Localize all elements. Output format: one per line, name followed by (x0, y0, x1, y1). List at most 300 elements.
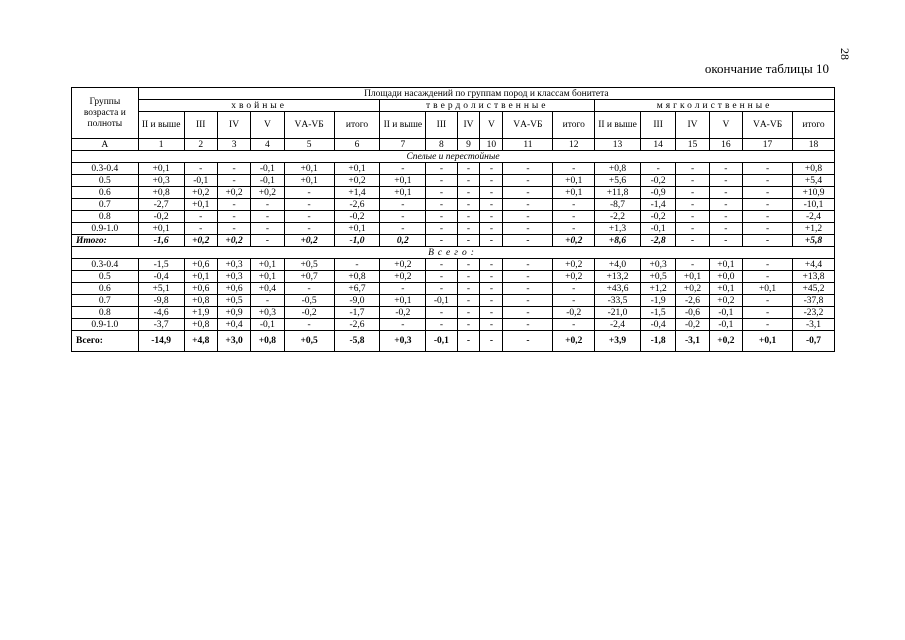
value-cell: -0,1 (426, 331, 457, 352)
row-label: 0.8 (72, 211, 139, 223)
value-cell: +0,8 (138, 187, 184, 199)
value-cell: - (480, 259, 503, 271)
value-cell: +3,0 (217, 331, 250, 352)
value-cell: +0,1 (184, 271, 217, 283)
value-cell: +5,4 (793, 175, 835, 187)
value-cell: - (217, 199, 250, 211)
column-index: А (72, 139, 139, 151)
subcolumn-header: V (480, 112, 503, 139)
value-cell: +0,8 (334, 271, 380, 283)
value-cell: -0,1 (184, 175, 217, 187)
value-cell: - (503, 199, 553, 211)
value-cell: - (743, 307, 793, 319)
column-index: 14 (640, 139, 675, 151)
value-cell: -0,2 (138, 211, 184, 223)
value-cell: -0,1 (251, 319, 284, 331)
subcolumn-header: VА-VБ (284, 112, 334, 139)
value-cell: +0,2 (709, 295, 742, 307)
value-cell: - (217, 175, 250, 187)
value-cell: -0,2 (380, 307, 426, 319)
row-label: 0.7 (72, 199, 139, 211)
value-cell: - (480, 223, 503, 235)
value-cell: -0,9 (640, 187, 675, 199)
table-row (72, 307, 835, 319)
value-cell: - (709, 235, 742, 247)
value-cell: +0,1 (251, 259, 284, 271)
value-cell: -33,5 (595, 295, 641, 307)
subcolumn-header: V (709, 112, 742, 139)
value-cell: - (426, 163, 457, 175)
value-cell: - (640, 163, 675, 175)
value-cell: 0,2 (380, 235, 426, 247)
column-index: 3 (217, 139, 250, 151)
value-cell: +0,6 (184, 259, 217, 271)
section-ripe-overmature-label: Спелые и перестойные (72, 151, 835, 163)
value-cell: -10,1 (793, 199, 835, 211)
column-index: 13 (595, 139, 641, 151)
value-cell: +0,4 (217, 319, 250, 331)
value-cell: +0,3 (217, 271, 250, 283)
subcolumn-header: III (426, 112, 457, 139)
value-cell: -1,4 (640, 199, 675, 211)
table-row (72, 199, 835, 211)
value-cell: +0,2 (217, 235, 250, 247)
value-cell: - (709, 199, 742, 211)
value-cell: +0,2 (184, 187, 217, 199)
row-label: 0.5 (72, 271, 139, 283)
value-cell: +0,2 (334, 175, 380, 187)
value-cell: +13,2 (595, 271, 641, 283)
value-cell: +0,9 (217, 307, 250, 319)
value-cell: -0,5 (284, 295, 334, 307)
value-cell: -2,2 (595, 211, 641, 223)
column-index: 12 (553, 139, 595, 151)
value-cell: -14,9 (138, 331, 184, 352)
value-cell: - (251, 235, 284, 247)
value-cell: +0,2 (380, 271, 426, 283)
value-cell: - (457, 223, 480, 235)
column-index: 5 (284, 139, 334, 151)
value-cell: - (676, 175, 709, 187)
value-cell: - (503, 319, 553, 331)
value-cell: - (676, 235, 709, 247)
value-cell: - (676, 199, 709, 211)
value-cell: +0,5 (284, 331, 334, 352)
table-row (72, 331, 835, 352)
value-cell: - (743, 271, 793, 283)
value-cell: +0,3 (217, 259, 250, 271)
column-index: 8 (426, 139, 457, 151)
value-cell: - (334, 259, 380, 271)
value-cell: - (380, 199, 426, 211)
value-cell: - (743, 223, 793, 235)
value-cell: +0,2 (553, 259, 595, 271)
column-index: 1 (138, 139, 184, 151)
value-cell: - (743, 199, 793, 211)
subcolumn-header: итого (793, 112, 835, 139)
value-cell: - (380, 211, 426, 223)
column-index: 17 (743, 139, 793, 151)
value-cell: -3,1 (793, 319, 835, 331)
group-header-coniferous: хвойные (138, 100, 380, 112)
value-cell: +4,8 (184, 331, 217, 352)
value-cell: - (676, 223, 709, 235)
value-cell: +4,0 (595, 259, 641, 271)
page-number: 28 (838, 48, 852, 60)
value-cell: +1,2 (640, 283, 675, 295)
value-cell: -0,2 (676, 319, 709, 331)
value-cell: +0,8 (184, 319, 217, 331)
value-cell: -2,6 (676, 295, 709, 307)
value-cell: - (184, 211, 217, 223)
table-row (72, 259, 835, 271)
value-cell: +0,1 (553, 187, 595, 199)
value-cell: +0,6 (217, 283, 250, 295)
value-cell: +0,5 (284, 259, 334, 271)
subcolumn-header: V (251, 112, 284, 139)
value-cell: - (503, 187, 553, 199)
value-cell: - (503, 223, 553, 235)
value-cell: -3,7 (138, 319, 184, 331)
value-cell: - (457, 187, 480, 199)
section-total-label: Всего: (72, 247, 835, 259)
value-cell: +0,1 (334, 223, 380, 235)
value-cell: - (251, 211, 284, 223)
column-index: 2 (184, 139, 217, 151)
value-cell: +1,3 (595, 223, 641, 235)
value-cell: -2,6 (334, 319, 380, 331)
value-cell: +0,8 (793, 163, 835, 175)
value-cell: +0,5 (640, 271, 675, 283)
value-cell: - (284, 211, 334, 223)
column-index: 9 (457, 139, 480, 151)
value-cell: - (217, 211, 250, 223)
value-cell: -1,0 (334, 235, 380, 247)
value-cell: -2,8 (640, 235, 675, 247)
value-cell: +0,1 (709, 283, 742, 295)
value-cell: - (426, 259, 457, 271)
row-header: Группы возраста и полноты (72, 88, 139, 139)
subcolumn-header: VА-VБ (743, 112, 793, 139)
column-index: 7 (380, 139, 426, 151)
value-cell: -2,7 (138, 199, 184, 211)
value-cell: +0,1 (380, 295, 426, 307)
value-cell: - (676, 163, 709, 175)
value-cell: +0,3 (251, 307, 284, 319)
value-cell: - (743, 175, 793, 187)
value-cell: - (480, 163, 503, 175)
value-cell: -0,2 (640, 211, 675, 223)
value-cell: +0,1 (284, 175, 334, 187)
value-cell: +0,2 (676, 283, 709, 295)
column-index: 16 (709, 139, 742, 151)
value-cell: +13,8 (793, 271, 835, 283)
value-cell: - (480, 283, 503, 295)
table-row (72, 211, 835, 223)
value-cell: - (217, 223, 250, 235)
value-cell: - (503, 283, 553, 295)
value-cell: - (284, 319, 334, 331)
value-cell: +0,2 (553, 331, 595, 352)
value-cell: +0,1 (709, 259, 742, 271)
value-cell: - (553, 283, 595, 295)
section-ripe-overmature (72, 151, 835, 163)
subcolumn-header: IV (676, 112, 709, 139)
value-cell: -1,6 (138, 235, 184, 247)
value-cell: -37,8 (793, 295, 835, 307)
row-label: 0.3-0.4 (72, 259, 139, 271)
value-cell: -1,5 (138, 259, 184, 271)
value-cell: - (709, 187, 742, 199)
value-cell: - (457, 295, 480, 307)
column-index: 18 (793, 139, 835, 151)
row-label: Всего: (72, 331, 139, 352)
row-label: 0.9-1.0 (72, 319, 139, 331)
value-cell: - (284, 223, 334, 235)
value-cell: -5,8 (334, 331, 380, 352)
value-cell: - (743, 163, 793, 175)
value-cell: -23,2 (793, 307, 835, 319)
value-cell: +0,5 (217, 295, 250, 307)
value-cell: +0,8 (251, 331, 284, 352)
value-cell: - (709, 223, 742, 235)
table-row (72, 175, 835, 187)
value-cell: - (503, 259, 553, 271)
table-row (72, 319, 835, 331)
value-cell: +1,4 (334, 187, 380, 199)
value-cell: -0,4 (138, 271, 184, 283)
value-cell: +0,2 (709, 331, 742, 352)
value-cell: +0,0 (709, 271, 742, 283)
value-cell: +0,7 (284, 271, 334, 283)
value-cell: -1,7 (334, 307, 380, 319)
value-cell: +0,3 (380, 331, 426, 352)
value-cell: - (457, 259, 480, 271)
value-cell: -0,1 (709, 307, 742, 319)
row-label: 0.5 (72, 175, 139, 187)
value-cell: +10,9 (793, 187, 835, 199)
value-cell: +0,1 (184, 199, 217, 211)
value-cell: +0,2 (553, 235, 595, 247)
value-cell: - (480, 211, 503, 223)
value-cell: +6,7 (334, 283, 380, 295)
subcolumn-header: итого (334, 112, 380, 139)
value-cell: - (709, 163, 742, 175)
value-cell: - (743, 235, 793, 247)
table-row (72, 187, 835, 199)
value-cell: +0,8 (595, 163, 641, 175)
value-cell: - (457, 331, 480, 352)
group-header-hardwood: твердолиственные (380, 100, 595, 112)
value-cell: -9,0 (334, 295, 380, 307)
value-cell: +0,1 (284, 163, 334, 175)
value-cell: -9,8 (138, 295, 184, 307)
value-cell: - (480, 271, 503, 283)
value-cell: -0,7 (793, 331, 835, 352)
value-cell: -2,4 (793, 211, 835, 223)
value-cell: - (457, 163, 480, 175)
value-cell: +0,8 (184, 295, 217, 307)
value-cell: - (480, 187, 503, 199)
value-cell: +0,2 (284, 235, 334, 247)
value-cell: -0,4 (640, 319, 675, 331)
value-cell: - (553, 163, 595, 175)
value-cell: -1,9 (640, 295, 675, 307)
value-cell: - (503, 271, 553, 283)
value-cell: - (503, 295, 553, 307)
value-cell: -0,2 (553, 307, 595, 319)
column-index: 15 (676, 139, 709, 151)
value-cell: - (457, 175, 480, 187)
value-cell: - (709, 175, 742, 187)
column-index: 10 (480, 139, 503, 151)
value-cell: -8,7 (595, 199, 641, 211)
value-cell: - (457, 271, 480, 283)
value-cell: - (553, 223, 595, 235)
value-cell: -0,1 (709, 319, 742, 331)
value-cell: - (503, 331, 553, 352)
value-cell: -2,6 (334, 199, 380, 211)
value-cell: - (426, 283, 457, 295)
value-cell: +0,3 (640, 259, 675, 271)
value-cell: - (743, 211, 793, 223)
value-cell: - (426, 199, 457, 211)
value-cell: +0,1 (138, 163, 184, 175)
forest-area-table (71, 87, 835, 352)
value-cell: -0,1 (640, 223, 675, 235)
value-cell: - (503, 307, 553, 319)
value-cell: -0,6 (676, 307, 709, 319)
value-cell: - (426, 319, 457, 331)
row-label: 0.6 (72, 187, 139, 199)
value-cell: - (426, 211, 457, 223)
row-label: 0.9-1.0 (72, 223, 139, 235)
column-index: 4 (251, 139, 284, 151)
value-cell: - (480, 295, 503, 307)
value-cell: +0,1 (743, 331, 793, 352)
value-cell: - (743, 187, 793, 199)
group-header-softwood: мягколиственные (595, 100, 835, 112)
value-cell: - (184, 223, 217, 235)
value-cell: - (676, 259, 709, 271)
value-cell: - (503, 235, 553, 247)
column-index: 6 (334, 139, 380, 151)
value-cell: +3,9 (595, 331, 641, 352)
row-label: 0.3-0.4 (72, 163, 139, 175)
subcolumn-header: II и выше (380, 112, 426, 139)
value-cell: - (553, 295, 595, 307)
value-cell: - (743, 295, 793, 307)
value-cell: - (426, 307, 457, 319)
value-cell: - (426, 175, 457, 187)
subcolumn-header: IV (457, 112, 480, 139)
value-cell: - (380, 163, 426, 175)
value-cell: - (380, 319, 426, 331)
value-cell: - (480, 331, 503, 352)
value-cell: +0,2 (217, 187, 250, 199)
value-cell: +4,4 (793, 259, 835, 271)
row-label: 0.6 (72, 283, 139, 295)
table-row (72, 271, 835, 283)
value-cell: -0,1 (251, 175, 284, 187)
row-label: 0.8 (72, 307, 139, 319)
value-cell: - (380, 283, 426, 295)
value-cell: +5,1 (138, 283, 184, 295)
value-cell: -1,8 (640, 331, 675, 352)
value-cell: +5,6 (595, 175, 641, 187)
value-cell: -0,2 (334, 211, 380, 223)
value-cell: +11,8 (595, 187, 641, 199)
value-cell: +0,1 (251, 271, 284, 283)
table-row (72, 283, 835, 295)
value-cell: +43,6 (595, 283, 641, 295)
value-cell: - (480, 235, 503, 247)
value-cell: - (426, 235, 457, 247)
value-cell: -21,0 (595, 307, 641, 319)
value-cell: - (743, 319, 793, 331)
table-row (72, 163, 835, 175)
row-label: Итого: (72, 235, 139, 247)
value-cell: - (217, 163, 250, 175)
subcolumn-header: VА-VБ (503, 112, 553, 139)
value-cell: - (480, 175, 503, 187)
value-cell: - (457, 283, 480, 295)
value-cell: +0,2 (553, 271, 595, 283)
value-cell: - (457, 199, 480, 211)
value-cell: - (251, 295, 284, 307)
value-cell: - (284, 199, 334, 211)
value-cell: +45,2 (793, 283, 835, 295)
value-cell: - (251, 223, 284, 235)
value-cell: - (553, 199, 595, 211)
subcolumn-header: IV (217, 112, 250, 139)
table-row (72, 235, 835, 247)
value-cell: -1,5 (640, 307, 675, 319)
value-cell: - (426, 187, 457, 199)
table-row (72, 223, 835, 235)
value-cell: - (251, 199, 284, 211)
row-label: 0.7 (72, 295, 139, 307)
value-cell: +0,1 (676, 271, 709, 283)
value-cell: +0,1 (380, 175, 426, 187)
value-cell: - (480, 307, 503, 319)
value-cell: -2,4 (595, 319, 641, 331)
value-cell: +8,6 (595, 235, 641, 247)
value-cell: +0,1 (553, 175, 595, 187)
value-cell: - (184, 163, 217, 175)
value-cell: - (503, 211, 553, 223)
value-cell: +0,6 (184, 283, 217, 295)
value-cell: - (457, 319, 480, 331)
value-cell: +1,9 (184, 307, 217, 319)
value-cell: - (457, 211, 480, 223)
section-total (72, 247, 835, 259)
value-cell: +0,1 (334, 163, 380, 175)
value-cell: - (426, 223, 457, 235)
value-cell: - (676, 211, 709, 223)
value-cell: +0,2 (251, 187, 284, 199)
value-cell: +0,2 (380, 259, 426, 271)
value-cell: +1,2 (793, 223, 835, 235)
value-cell: +0,4 (251, 283, 284, 295)
subcolumn-header: II и выше (138, 112, 184, 139)
value-cell: - (480, 199, 503, 211)
value-cell: -0,1 (251, 163, 284, 175)
value-cell: - (709, 211, 742, 223)
value-cell: +0,1 (743, 283, 793, 295)
value-cell: +0,1 (138, 223, 184, 235)
table-caption: окончание таблицы 10 (704, 61, 829, 76)
